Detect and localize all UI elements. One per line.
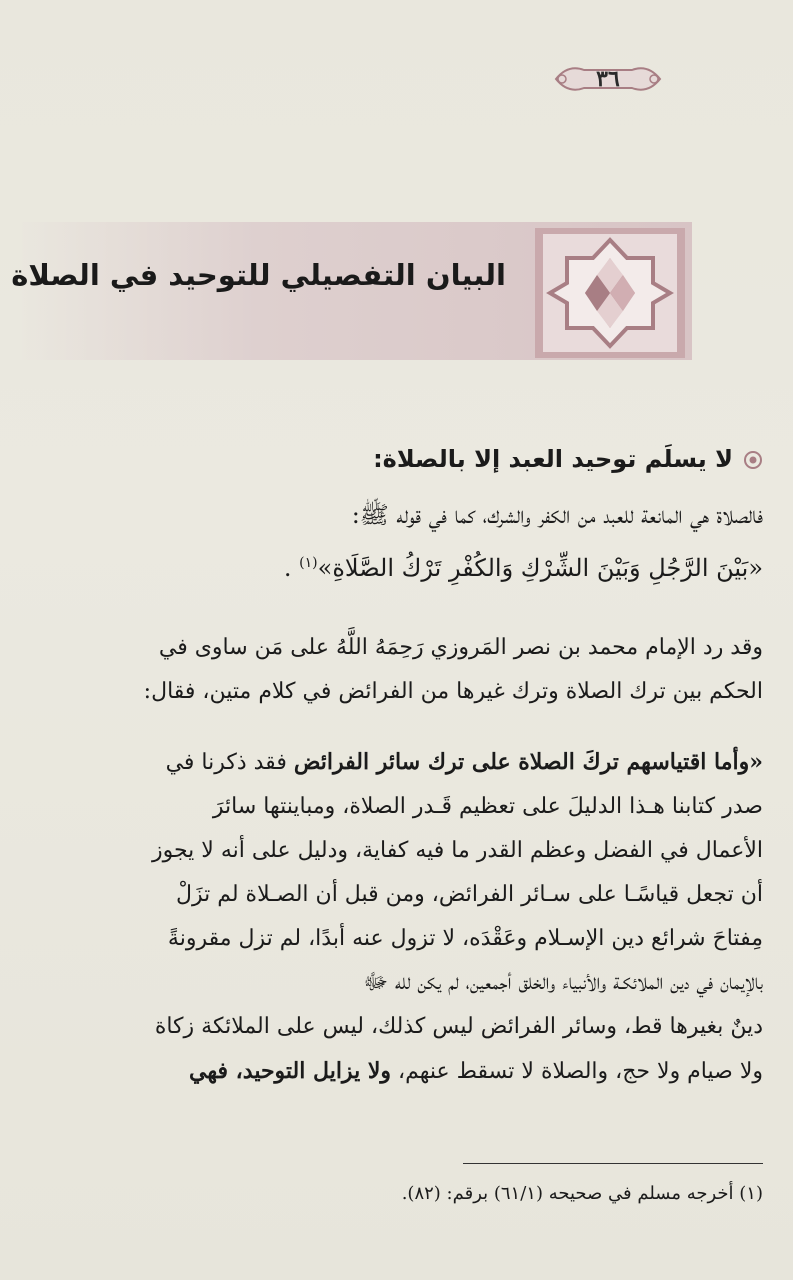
footnote-divider <box>463 1163 763 1164</box>
flower-bullet-icon <box>743 450 763 470</box>
subheading-text: لا يسلَم توحيد العبد إلا بالصلاة: <box>373 445 733 473</box>
subheading <box>373 445 763 473</box>
page-number-ornament <box>548 60 668 98</box>
quotation-line: مِفتاحَ شرائع دين الإسـلام وعَقْدَه، لا تزول عنه أبدًا، لم تزل مقرونةً <box>167 926 763 951</box>
quotation-line: أن تجعل قياسًـا على سـائر الفرائض، ومن قبل أن الصـلاة لم تزَلْ <box>175 882 763 907</box>
paragraph-line: وقد رد الإمام محمد بن نصر المَروزي رَحِمَهُ اللَّهُ على مَن ساوى في <box>158 635 763 660</box>
paragraph <box>30 626 763 714</box>
quotation-line: الأعمال في الفضل وعظم القدر ما فيه كفاية، ودليل على أنه لا يجوز <box>151 838 763 863</box>
geometric-star-icon <box>535 228 685 358</box>
page-number: ٣٦ <box>596 66 620 92</box>
quotation-bold-text: ولا يزايل التوحيد، فهي <box>189 1058 392 1084</box>
footnote-marker: (١) <box>299 555 318 571</box>
footnotes <box>402 1178 763 1210</box>
quotation-bold-text: «وأما اقتياسهم تركَ الصلاة على ترك سائر الفرائض <box>293 749 763 775</box>
quotation-line <box>30 740 763 785</box>
quotation-text: فقد ذكرنا في <box>165 750 294 775</box>
hadith-quote: «بَيْنَ الرَّجُلِ وَبَيْنَ الشِّرْكِ وَالكُفْرِ تَرْكُ الصَّلَاةِ»$^{(١)}$ . <box>283 554 763 582</box>
intro-line: فالصلاة هي المانعة للعبد من الكفر والشرك، كما في قوله ﷺ: <box>351 501 763 529</box>
quotation-line: صدر كتابنا هـذا الدليلَ على تعظيم قَـدر الصلاة، ومباينتها سائرَ <box>212 794 763 819</box>
quotation-text: ولا صيام ولا حج، والصلاة لا تسقط عنهم، <box>391 1059 763 1084</box>
section-title: البيان التفصيلي للتوحيد في الصلاة <box>11 258 506 292</box>
hadith-text: «بَيْنَ الرَّجُلِ وَبَيْنَ الشِّرْكِ وَالكُفْرِ تَرْكُ الصَّلَاةِ» <box>317 554 763 582</box>
quotation-line <box>30 1049 763 1094</box>
quotation-block <box>30 740 763 1094</box>
quotation-line: دينٌ بغيرها قط، وسائر الفرائض ليس كذلك، ليس على الملائكة زكاة <box>154 1014 763 1039</box>
footnote-line: (١) أخرجه مسلم في صحيحه (٦١/١) برقم: (٨٢). <box>401 1183 763 1204</box>
paragraph-line: الحكم بين ترك الصلاة وترك غيرها من الفرائض في كلام متين، فقال: <box>143 679 763 704</box>
quotation-line: بالإيمان في دين الملائكـة والأنبياء والخلق أجمعين، لم يكن لله ﷻ <box>363 970 763 995</box>
